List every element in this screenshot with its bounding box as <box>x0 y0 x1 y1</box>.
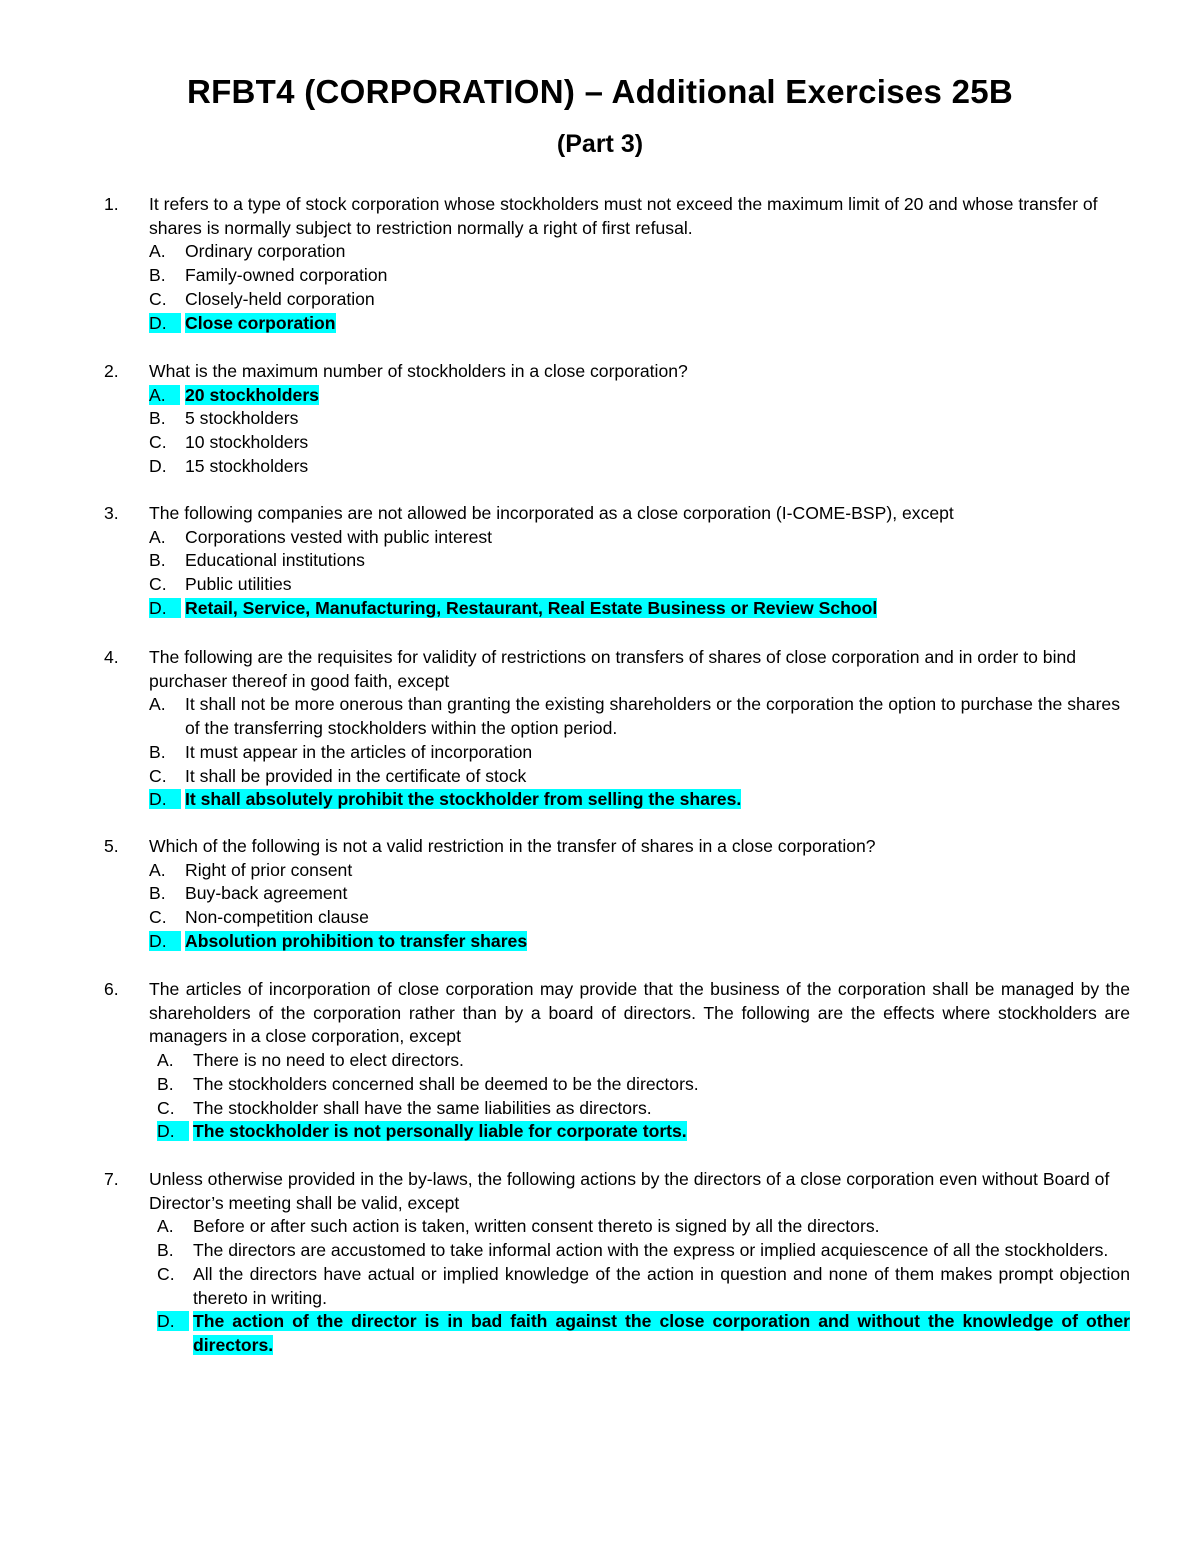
choice-text: It shall be provided in the certificate of stock <box>185 765 527 786</box>
choice-text: The stockholders concerned shall be deemed to be the directors. <box>193 1073 699 1094</box>
choice-b <box>157 1073 1130 1097</box>
choice-d-correct-answer <box>157 1310 1130 1357</box>
page-title: RFBT4 (CORPORATION) – Additional Exercises 25B <box>186 73 1014 110</box>
question-5 <box>104 835 1130 954</box>
choice-text: 20 stockholders <box>185 384 319 405</box>
choice-d-correct-answer <box>149 312 1130 336</box>
page-subtitle: (Part 3) <box>556 130 644 158</box>
question-3 <box>104 502 1130 621</box>
choice-d-correct-answer <box>149 597 1130 621</box>
choice-letter: C. <box>149 432 167 453</box>
choice-letter: B. <box>157 1240 174 1261</box>
choice-letter: D. <box>149 313 181 333</box>
choice-c <box>149 573 1130 597</box>
choice-a-correct-answer <box>149 384 1130 408</box>
choice-a <box>157 1215 1130 1239</box>
choice-list <box>149 693 1130 812</box>
choice-text: 10 stockholders <box>185 432 309 453</box>
choice-letter: B. <box>157 1073 174 1094</box>
choice-text: It shall not be more onerous than granting the existing shareholders or the corporation the option to purchase the shares of the transferring stockholders within the option period. <box>185 694 1121 739</box>
choice-c <box>157 1263 1130 1310</box>
choice-c <box>149 431 1130 455</box>
choice-letter: C. <box>149 765 167 786</box>
choice-letter: D. <box>157 1121 189 1141</box>
choice-a <box>149 693 1130 740</box>
choice-letter: B. <box>149 265 166 286</box>
choice-list <box>149 859 1130 954</box>
question-number: 1. <box>104 194 119 214</box>
choice-letter: B. <box>149 883 166 904</box>
choice-text: Absolution prohibition to transfer shares <box>185 930 528 951</box>
choice-text: Public utilities <box>185 574 292 595</box>
choice-text: Right of prior consent <box>185 859 353 880</box>
choice-letter: C. <box>149 907 167 928</box>
choice-text: Non-competition clause <box>185 907 369 928</box>
question-6 <box>104 978 1130 1144</box>
choice-d <box>149 455 1130 479</box>
choice-letter: D. <box>149 598 181 618</box>
choice-d-correct-answer <box>149 930 1130 954</box>
question-number: 2. <box>104 361 119 381</box>
choice-b <box>149 882 1130 906</box>
choice-b <box>149 407 1130 431</box>
choice-letter: C. <box>157 1263 175 1284</box>
choice-letter: A. <box>149 694 166 715</box>
choice-text: There is no need to elect directors. <box>193 1050 464 1071</box>
question-4 <box>104 646 1130 812</box>
choice-letter: D. <box>149 789 181 809</box>
choice-list <box>149 384 1130 479</box>
choice-d-correct-answer <box>157 1120 1130 1144</box>
choice-text: Buy-back agreement <box>185 883 348 904</box>
choice-letter: C. <box>157 1097 175 1118</box>
question-text: What is the maximum number of stockholders in a close corporation? <box>149 361 688 381</box>
choice-letter: A. <box>149 385 180 405</box>
choice-b <box>149 264 1130 288</box>
choice-text: Ordinary corporation <box>185 241 346 262</box>
choice-text: Corporations vested with public interest <box>185 526 493 547</box>
question-7 <box>104 1168 1130 1358</box>
question-text: Which of the following is not a valid restriction in the transfer of shares in a close corporation? <box>149 836 876 856</box>
choice-text: Educational institutions <box>185 550 365 571</box>
choice-text: Retail, Service, Manufacturing, Restaurant, Real Estate Business or Review School <box>185 597 878 618</box>
choice-letter: C. <box>149 574 167 595</box>
choice-letter: A. <box>149 241 166 262</box>
question-text: The following are the requisites for validity of restrictions on transfers of shares of close corporation and in order to bind purchaser thereof in good faith, except <box>149 647 1077 691</box>
question-number: 4. <box>104 647 119 667</box>
choice-letter: B. <box>149 550 166 571</box>
choice-c <box>157 1097 1130 1121</box>
question-1 <box>104 193 1130 335</box>
question-text: It refers to a type of stock corporation whose stockholders must not exceed the maximum limit of 20 and whose transfer of shares is normally subject to restriction normally a right of first refusal. <box>149 194 1098 238</box>
choice-text: Closely-held corporation <box>185 288 375 309</box>
question-text: The articles of incorporation of close corporation may provide that the business of the corporation shall be managed by the shareholders of the corporation rather than by a board of directors. The following are the effects where stockholders are managers in a close corporation, except <box>149 979 1130 1047</box>
choice-list <box>149 240 1130 335</box>
choice-text: All the directors have actual or implied knowledge of the action in question and none of them makes prompt objection thereto in writing. <box>193 1263 1130 1308</box>
choice-b <box>149 741 1130 765</box>
choice-b <box>149 549 1130 573</box>
choice-text: It must appear in the articles of incorporation <box>185 741 533 762</box>
choice-list <box>157 1049 1130 1144</box>
choice-text: Close corporation <box>185 312 336 333</box>
choice-b <box>157 1239 1130 1263</box>
choice-text: 5 stockholders <box>185 408 299 429</box>
choice-letter: D. <box>157 1311 189 1331</box>
choice-text: The directors are accustomed to take informal action with the express or implied acquiescence of all the stockholders. <box>193 1240 1109 1261</box>
choice-d-correct-answer <box>149 788 1130 812</box>
choice-a <box>149 240 1130 264</box>
choice-letter: A. <box>149 859 166 880</box>
choice-letter: D. <box>149 455 167 476</box>
choice-letter: C. <box>149 288 167 309</box>
choice-text: 15 stockholders <box>185 455 309 476</box>
choice-text: Family-owned corporation <box>185 265 388 286</box>
choice-letter: A. <box>157 1216 174 1237</box>
question-number: 6. <box>104 979 119 999</box>
question-number: 3. <box>104 503 119 523</box>
choice-letter: B. <box>149 741 166 762</box>
choice-letter: A. <box>157 1050 174 1071</box>
choice-text: The stockholder is not personally liable for corporate torts. <box>193 1121 687 1142</box>
choice-text: Before or after such action is taken, written consent thereto is signed by all the directors. <box>193 1216 880 1237</box>
choice-text: It shall absolutely prohibit the stockholder from selling the shares. <box>185 789 742 810</box>
choice-letter: A. <box>149 526 166 547</box>
question-text: The following companies are not allowed be incorporated as a close corporation (I-COME-BSP), except <box>149 503 954 523</box>
choice-text: The stockholder shall have the same liabilities as directors. <box>193 1097 652 1118</box>
question-text: Unless otherwise provided in the by-laws, the following actions by the directors of a close corporation even without Board of Director’s meeting shall be valid, except <box>149 1169 1110 1213</box>
choice-letter: D. <box>149 931 181 951</box>
question-number: 7. <box>104 1169 119 1189</box>
choice-c <box>149 906 1130 930</box>
choice-a <box>149 526 1130 550</box>
choice-c <box>149 288 1130 312</box>
choice-c <box>149 765 1130 789</box>
choice-letter: B. <box>149 408 166 429</box>
choice-list <box>157 1215 1130 1357</box>
question-2 <box>104 360 1130 479</box>
choice-a <box>149 859 1130 883</box>
question-number: 5. <box>104 836 119 856</box>
choice-a <box>157 1049 1130 1073</box>
choice-list <box>149 526 1130 621</box>
choice-text: The action of the director is in bad faith against the close corporation and without the knowledge of other directors. <box>193 1311 1130 1355</box>
